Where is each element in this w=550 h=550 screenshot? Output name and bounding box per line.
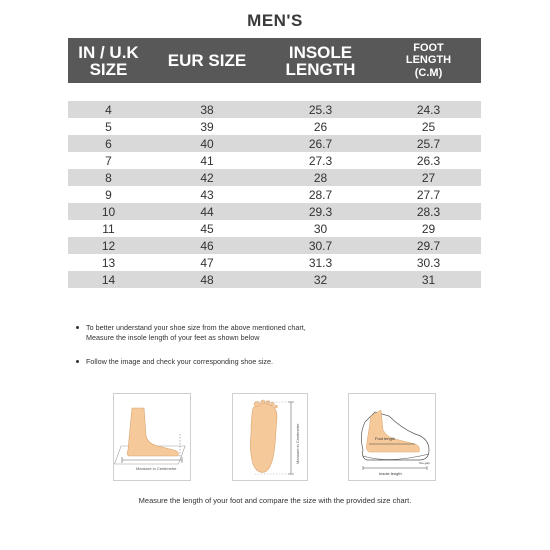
fig3-foot-label: Foot length [375, 436, 396, 441]
instructions [76, 323, 496, 367]
cell-eur-size: 38 [149, 101, 265, 118]
cell-foot-length: 31 [376, 271, 481, 288]
header-eur-size [149, 38, 265, 83]
table-row [68, 152, 481, 169]
table-row [68, 118, 481, 135]
fig3-gap-label: Toe gap [419, 461, 430, 465]
cell-eur-size: 45 [149, 220, 265, 237]
instruction-item [76, 357, 496, 367]
cell-uk-size: 10 [68, 203, 149, 220]
cell-uk-size: 4 [68, 101, 149, 118]
cell-foot-length: 29.7 [376, 237, 481, 254]
table-row [68, 186, 481, 203]
cell-uk-size: 6 [68, 135, 149, 152]
table-row [68, 101, 481, 118]
cell-eur-size: 47 [149, 254, 265, 271]
cell-eur-size: 46 [149, 237, 265, 254]
cell-foot-length: 26.3 [376, 152, 481, 169]
cell-insole-length: 32 [265, 271, 376, 288]
measurement-illustrations [0, 393, 550, 483]
header-foot-line2: LENGTH [405, 54, 452, 67]
table-row [68, 220, 481, 237]
cell-foot-length: 25 [376, 118, 481, 135]
table-row [68, 135, 481, 152]
table-row [68, 271, 481, 288]
bullet-icon [76, 360, 79, 363]
cell-insole-length: 31.3 [265, 254, 376, 271]
cell-eur-size: 42 [149, 169, 265, 186]
shoe-foot-illustration [348, 393, 436, 481]
cell-uk-size: 7 [68, 152, 149, 169]
fig2-label: Measure in Centimetre [295, 423, 300, 464]
cell-insole-length: 25.3 [265, 101, 376, 118]
table-row [68, 254, 481, 271]
cell-insole-length: 30.7 [265, 237, 376, 254]
shoe-foot-icon [349, 394, 435, 480]
top-foot-icon [233, 394, 307, 480]
header-eur-label: EUR SIZE [167, 51, 247, 70]
figure-caption: Measure the length of your foot and compare the size with the provided size chart. [138, 496, 412, 505]
instruction-item [76, 323, 496, 342]
header-foot-line3: (C.M) [414, 66, 443, 79]
cell-insole-length: 26.7 [265, 135, 376, 152]
header-foot-length [376, 38, 481, 83]
fig3-insole-label: Insole length [379, 471, 402, 476]
size-chart-table [68, 38, 481, 288]
table-spacer-row [68, 83, 481, 101]
top-foot-illustration [232, 393, 308, 481]
cell-foot-length: 27.7 [376, 186, 481, 203]
cell-foot-length: 25.7 [376, 135, 481, 152]
cell-insole-length: 29.3 [265, 203, 376, 220]
table-row [68, 169, 481, 186]
side-foot-icon [114, 394, 190, 480]
cell-eur-size: 40 [149, 135, 265, 152]
side-foot-illustration [113, 393, 191, 481]
instruction-text: To better understand your shoe size from the above mentioned chart, [86, 323, 306, 332]
cell-insole-length: 26 [265, 118, 376, 135]
header-uk-line1: IN / U.K [78, 42, 139, 62]
header-insole-length [265, 38, 376, 83]
cell-eur-size: 39 [149, 118, 265, 135]
cell-insole-length: 30 [265, 220, 376, 237]
cell-uk-size: 12 [68, 237, 149, 254]
cell-eur-size: 41 [149, 152, 265, 169]
cell-foot-length: 29 [376, 220, 481, 237]
table-row [68, 203, 481, 220]
cell-eur-size: 48 [149, 271, 265, 288]
cell-foot-length: 24.3 [376, 101, 481, 118]
fig1-label: Measure in Centimetre [136, 466, 177, 471]
instruction-text: Follow the image and check your corresponding shoe size. [86, 357, 273, 366]
table-header-row [68, 38, 481, 83]
header-insole-line1: INSOLE [288, 42, 353, 62]
header-insole-line2: LENGTH [285, 59, 356, 79]
cell-uk-size: 13 [68, 254, 149, 271]
cell-foot-length: 30.3 [376, 254, 481, 271]
cell-uk-size: 8 [68, 169, 149, 186]
instruction-text: Measure the insole length of your feet as shown below [86, 332, 260, 342]
header-foot-line1: FOOT [413, 41, 444, 54]
header-uk-size [68, 38, 149, 83]
cell-eur-size: 43 [149, 186, 265, 203]
cell-uk-size: 5 [68, 118, 149, 135]
cell-foot-length: 28.3 [376, 203, 481, 220]
cell-insole-length: 28 [265, 169, 376, 186]
cell-foot-length: 27 [376, 169, 481, 186]
cell-eur-size: 44 [149, 203, 265, 220]
bullet-icon [76, 326, 79, 329]
cell-insole-length: 27.3 [265, 152, 376, 169]
cell-uk-size: 9 [68, 186, 149, 203]
page-title: MEN'S [247, 11, 303, 30]
cell-insole-length: 28.7 [265, 186, 376, 203]
cell-uk-size: 11 [68, 220, 149, 237]
table-row [68, 237, 481, 254]
cell-uk-size: 14 [68, 271, 149, 288]
header-uk-line2: SIZE [89, 59, 128, 79]
